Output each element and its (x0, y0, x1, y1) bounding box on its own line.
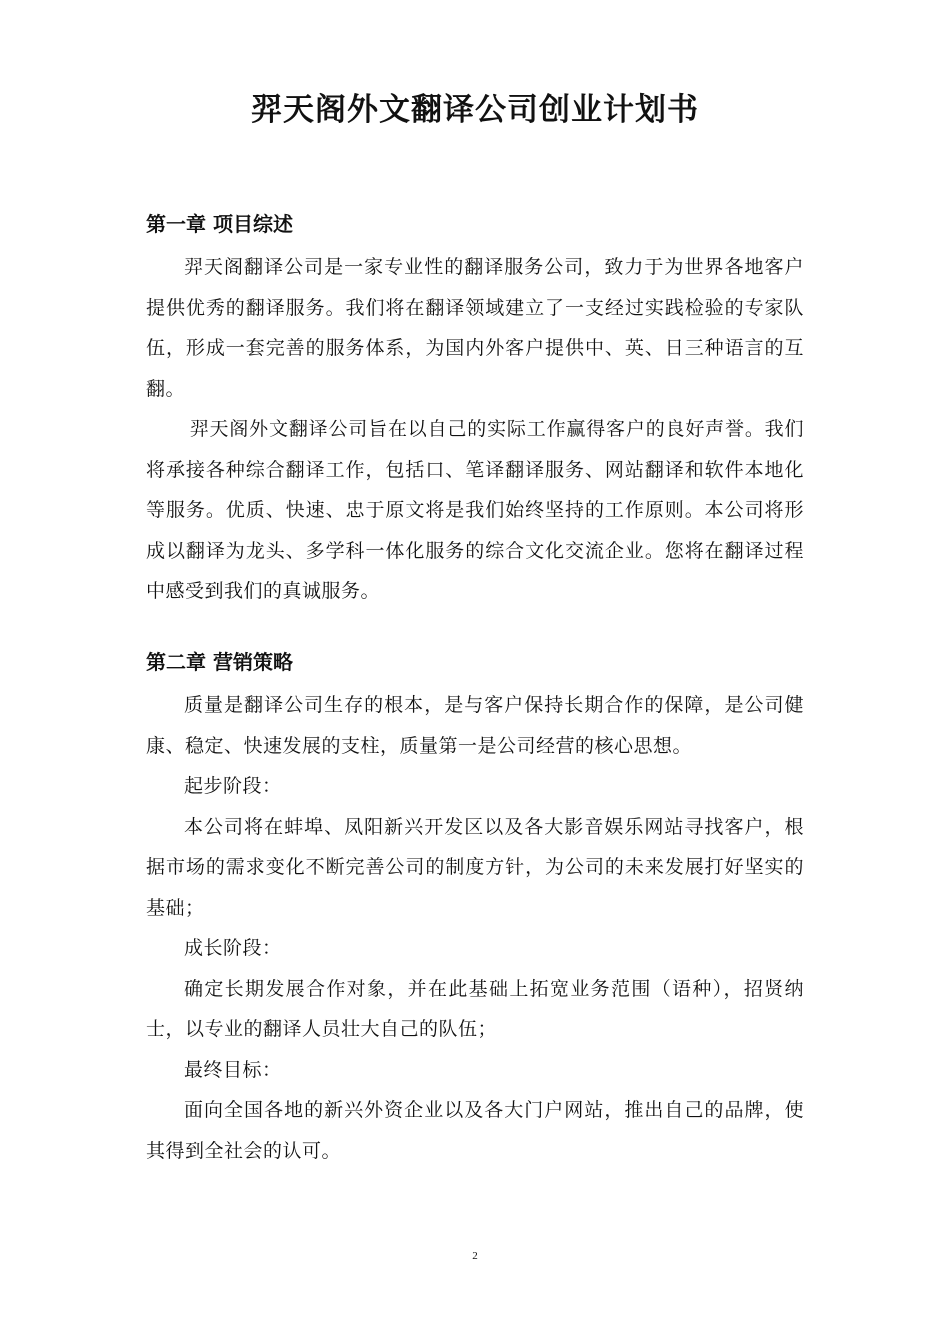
document-title: 羿天阁外文翻译公司创业计划书 (251, 92, 699, 128)
chapter-1-paragraph-1: 羿天阁翻译公司是一家专业性的翻译服务公司，致力于为世界各地客户提供优秀的翻译服务。我们将在翻译领域建立了一支经过实践检验的专家队伍，形成一套完善的服务体系，为国内外客户提供中、英、日三种语言的互翻。 (146, 256, 804, 400)
chapter-1-heading: 第一章 项目综述 (146, 212, 293, 236)
chapter-2-paragraph-1: 质量是翻译公司生存的根本，是与客户保持长期合作的保障，是公司健康、稳定、快速发展的支柱，质量第一是公司经营的核心思想。 (146, 694, 804, 757)
chapter-2-heading: 第二章 营销策略 (146, 650, 293, 674)
chapter-1-paragraph-2: 羿天阁外文翻译公司旨在以自己的实际工作赢得客户的良好声誉。我们将承接各种综合翻译工作，包括口、笔译翻译服务、网站翻译和软件本地化等服务。优质、快速、忠于原文将是我们始终坚持的工作原则。本公司将形成以翻译为龙头、多学科一体化服务的综合文化交流企业。您将在翻译过程中感受到我们的真诚服务。 (146, 418, 804, 602)
chapter-2-paragraph-growth: 确定长期发展合作对象，并在此基础上拓宽业务范围（语种），招贤纳士，以专业的翻译人员壮大自己的队伍； (146, 977, 804, 1040)
page-number: 2 (472, 1250, 478, 1262)
chapter-1 (146, 209, 804, 612)
chapter-2-stage-label-start: 起步阶段： (184, 775, 282, 797)
chapter-2-paragraph-start: 本公司将在蚌埠、凤阳新兴开发区以及各大影音娱乐网站寻找客户，根据市场的需求变化不断完善公司的制度方针，为公司的未来发展打好坚实的基础； (146, 815, 804, 919)
chapter-2-stage-label-final: 最终目标： (184, 1058, 282, 1081)
chapter-2 (146, 647, 804, 1171)
chapter-2-paragraph-final: 面向全国各地的新兴外资企业以及各大门户网站，推出自己的品牌，使其得到全社会的认可。 (146, 1099, 804, 1162)
chapter-2-stage-label-growth: 成长阶段： (184, 937, 282, 959)
